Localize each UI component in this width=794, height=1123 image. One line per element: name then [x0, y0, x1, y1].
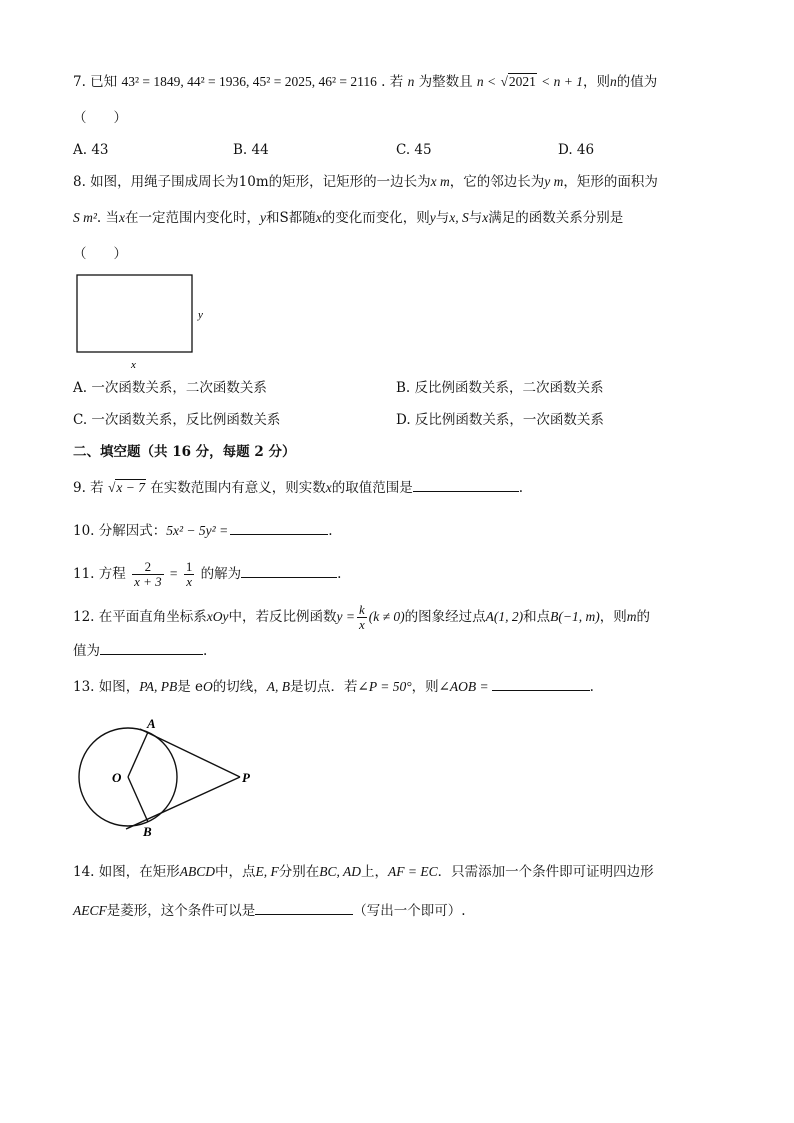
q12-line2: 值为 .	[73, 640, 207, 661]
section-heading: 二、填空题（共 16 分，每题 2 分）	[73, 444, 296, 460]
q14-answer-blank[interactable]	[255, 900, 353, 915]
q7-squares: 43² = 1849, 44² = 1936, 45² = 2025, 46² = 2116	[121, 74, 377, 89]
q13-radius-oa	[128, 732, 148, 777]
q8-answer-paren: （ ）	[73, 246, 127, 262]
q8-label-x: x	[131, 359, 136, 371]
q8-option-d: D. 反比例函数关系，一次函数关系	[396, 412, 604, 428]
q11-fraction-left: $\frac{2}{x + 3}$	[134, 559, 162, 589]
q10: 10. 分解因式：5x² − 5y² = .	[73, 520, 333, 541]
q14-line2: AECF是菱形，这个条件可以是 （写出一个即可）.	[73, 900, 466, 921]
q9-answer-blank[interactable]	[413, 477, 519, 492]
q13-radius-ob	[128, 777, 148, 822]
q14-line1: 14. 如图，在矩形ABCD中，点E, F分别在BC, AD上，AF = EC．只需添加一个条件即可证明四边形	[73, 864, 654, 880]
q7-stem: 7. 已知 43² = 1849, 44² = 1936, 45² = 2025, 46² = 2116 . 若 n 为整数且 n < √2021 < n + 1，则n的值为	[73, 74, 658, 90]
q8-stem-line2: S m². 当x在一定范围内变化时，y和S都随x的变化而变化，则y与x, S与x满足的函数关系分别是	[73, 210, 624, 226]
q13: 13. 如图，PA, PB是 eO的切线，A, B是切点．若∠P = 50°，则∠AOB = .	[73, 676, 594, 697]
q7-option-b: B. 44	[233, 142, 269, 158]
q8-rectangle	[77, 275, 192, 352]
q7-sqrt: √2021	[500, 74, 536, 89]
q8-rectangle-figure	[70, 270, 220, 374]
q13-label-o: O	[112, 770, 122, 785]
q13-label-p: P	[242, 770, 250, 785]
q12-fraction: $\frac{k}{x}$	[358, 602, 365, 632]
q8-label-y: y	[198, 309, 203, 321]
q11-fraction-right: $\frac{1}{x}$	[185, 559, 193, 589]
q7-option-d: D. 46	[558, 142, 595, 158]
q8-option-c: C. 一次函数关系，反比例函数关系	[73, 412, 281, 428]
q7-option-c: C. 45	[396, 142, 432, 158]
q13-tangent-pb	[126, 777, 240, 829]
q13-label-a: A	[147, 716, 156, 731]
q10-answer-blank[interactable]	[230, 520, 328, 535]
q8-option-a: A. 一次函数关系，二次函数关系	[73, 380, 267, 396]
q8-stem-line1: 8. 如图，用绳子围成周长为10m的矩形，记矩形的一边长为x m，它的邻边长为y m，矩形的面积为	[73, 174, 658, 190]
q13-tangent-pa	[140, 729, 240, 777]
q11: 11. 方程 $\frac{2}{x + 3}$ = $\frac{1}{x}$ 的解为 .	[73, 559, 342, 589]
q9: 9. 若 √x − 7 在实数范围内有意义，则实数x的取值范围是 .	[73, 477, 523, 498]
q9-sqrt: √x − 7	[107, 480, 145, 495]
q13-circle-tangent-figure	[70, 712, 270, 842]
q7-option-a: A. 43	[73, 142, 109, 158]
q12-line1: 12. 在平面直角坐标系xOy中，若反比例函数y = $\frac{k}{x}$ (k ≠ 0)的图象经过点A(1, 2)和点B(−1, m)，则m的	[73, 602, 651, 632]
q7-answer-paren: （ ）	[73, 110, 127, 126]
q12-answer-blank[interactable]	[100, 640, 203, 655]
q8-option-b: B. 反比例函数关系，二次函数关系	[396, 380, 604, 396]
q13-answer-blank[interactable]	[492, 676, 590, 691]
q13-label-b: B	[143, 824, 152, 839]
q11-answer-blank[interactable]	[241, 563, 337, 578]
